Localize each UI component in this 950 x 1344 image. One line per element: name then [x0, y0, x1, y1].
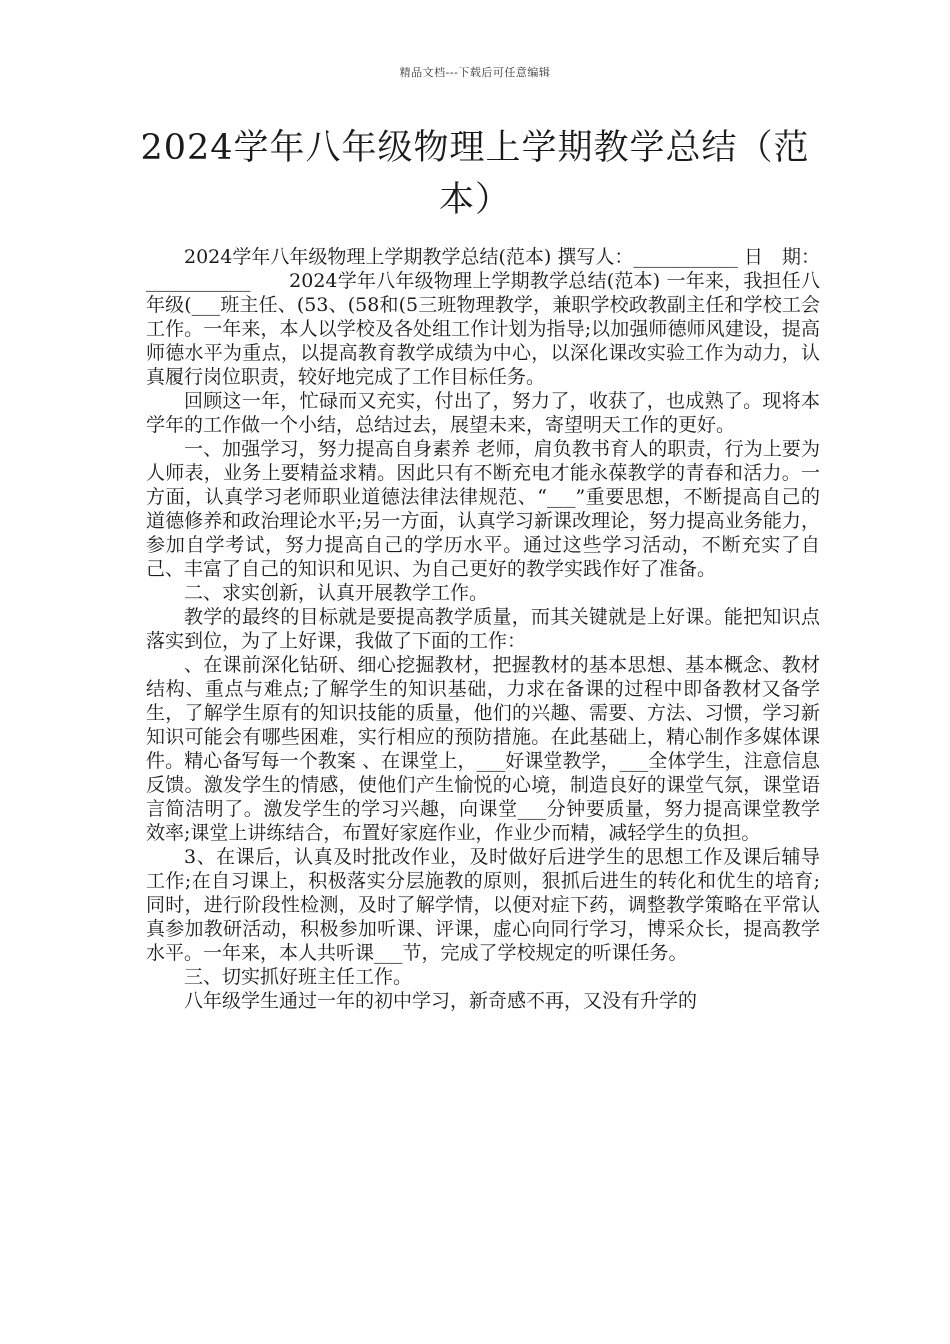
- paragraph-section-1: 一、加强学习，努力提高自身素养 老师，肩负教书育人的职责，行为上要为人师表，业务上要精益求精。因此只有不断充电才能永葆教学的青春和活力。一方面，认真学习老师职业道德法律法律规范、“___”重要思想，不断提高自己的道德修养和政治理论水平;另一方面，认真学习新课改理论，努力提高业务能力，参加自学考试，努力提高自己的学历水平。通过这些学习活动，不断充实了自己、丰富了自己的知识和见识、为自己更好的教学实践作好了准备。: [146, 438, 820, 580]
- document-title: 2024学年八年级物理上学期教学总结（范本）: [140, 128, 810, 220]
- page-header: 精品文档---下载后可任意编辑: [399, 66, 551, 79]
- paragraph-teaching-goal: 教学的最终的目标就是要提高教学质量，而其关键就是上好课。能把知识点落实到位，为了上好课，我做了下面的工作：: [146, 606, 820, 652]
- section-heading-3: 三、切实抓好班主任工作。: [184, 966, 413, 988]
- document-body: [146, 245, 820, 1013]
- paragraph-after-class: 3、在课后，认真及时批改作业，及时做好后进学生的思想工作及课后辅导工作;在自习课上，积极落实分层施教的原则，狠抓后进生的转化和优生的培育;同时，进行阶段性检测，及时了解学情，以便对症下药，调整教学策略在平常认真参加教研活动，积极参加听课、评课，虚心向同行学习，博采众长，提高教学水平。一年来，本人共听课___节，完成了学校规定的听课任务。: [146, 846, 820, 964]
- section-heading-2: 二、求实创新，认真开展教学工作。: [184, 582, 489, 604]
- paragraph-preparation: 、在课前深化钻研、细心挖掘教材，把握教材的基本思想、基本概念、教材结构、重点与难点;了解学生的知识基础，力求在备课的过程中即备教材又备学生，了解学生原有的知识技能的质量，他们的兴趣、需要、方法、习惯，学习新知识可能会有哪些困难，实行相应的预防措施。在此基础上，精心制作多媒体课件。精心备写每一个教案 、在课堂上，___好课堂教学，___全体学生，注意信息反馈。激发学生的情感，使他们产生愉悦的心境，制造良好的课堂气氛，课堂语言简洁明了。激发学生的学习兴趣，向课堂___分钟要质量，努力提高课堂教学效率;课堂上讲练结合，布置好家庭作业，作业少而精，减轻学生的负担。: [146, 654, 820, 844]
- paragraph-intro: 2024学年八年级物理上学期教学总结(范本) 撰写人：___________ 日 期：___________ 2024学年八年级物理上学期教学总结(范本) 一年来，我担任八年级(___班主任、(53、(58和(5三班物理教学，兼职学校政教副主任和学校工会工作。一年来，本人以学校及各处组工作计划为指导;以加强师德师风建设，提高师德水平为重点，以提高教育教学成绩为中心，以深化课改实验工作为动力，认真履行岗位职责，较好地完成了工作目标任务。: [146, 246, 820, 388]
- paragraph-grade-eight: 八年级学生通过一年的初中学习，新奇感不再，又没有升学的: [184, 990, 698, 1012]
- paragraph-review: 回顾这一年，忙碌而又充实，付出了，努力了，收获了，也成熟了。现将本学年的工作做一个小结，总结过去，展望未来，寄望明天工作的更好。: [146, 390, 820, 436]
